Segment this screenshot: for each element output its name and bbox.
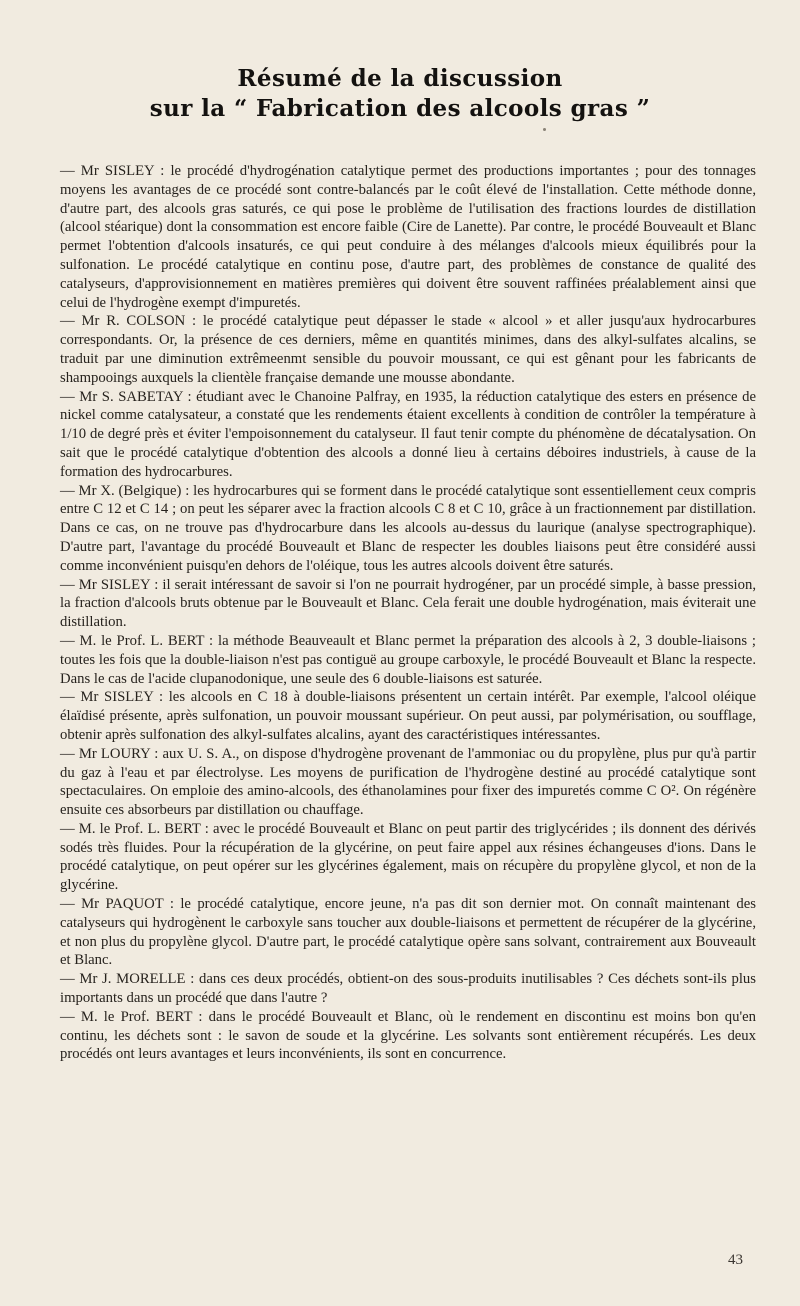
paragraph-morelle: — Mr J. MORELLE : dans ces deux procédés, obtient-on des sous-produits inutilisables ? Ces déchets sont-ils plus importants dans un procédé que dans l'autre ? [60,971,756,1007]
paragraph-sabetay: — Mr S. SABETAY : étudiant avec le Chanoine Palfray, en 1935, la réduction catalytique des esters en présence de nickel comme catalysateur, a constaté que les rendements étaient excellents à condition de contrôler la température à 1/10 de degré près et éviter l'empoisonnement du catalyseur. Il faut tenir compte du phénomène de décatalysation. On sait que le procédé catalytique d'obtention des alcools a donné lieu à certains déboires industriels, à cause de la formation des hydrocarbures. [60,388,756,480]
discussion-body [60,162,756,1064]
paragraph-paquot: — Mr PAQUOT : le procédé catalytique, encore jeune, n'a pas dit son dernier mot. On connaît maintenant des catalyseurs qui hydrogènent le carboxyle sans toucher aux double-liaisons et permettent de récupérer de la glycérine, et non plus du propylène glycol. D'autre part, le procédé catalytique opère sans solvant, contrairement aux Bouveault et Blanc. [60,896,756,969]
title-line-2: sur la “ Fabrication des alcools gras ” [149,95,651,122]
paragraph-sisley-2: — Mr SISLEY : il serait intéressant de savoir si l'on ne pourrait hydrogéner, par un procédé simple, à basse pression, la fraction d'alcools bruts obtenue par le Bouveault et Blanc. Cela ferait une double hydrogénation, mais éviterait une distillation. [60,576,756,631]
paragraph-bert-2: — M. le Prof. L. BERT : avec le procédé Bouveault et Blanc on peut partir des triglycérides ; ils donnent des dérivés sodés très fluides. Pour la récupération de la glycérine, on peut faire appel aux résines échangeuses d'ions. Dans le procédé catalytique, on peut opérer sur les glycérines également, mais on récupère du propylène glycol, et non de la glycérine. [60,820,756,894]
paragraph-loury: — Mr LOURY : aux U. S. A., on dispose d'hydrogène provenant de l'ammoniac ou du propylène, plus pur qu'à partir du gaz à l'eau et par électrolyse. Les moyens de purification de l'hydrogène destiné au procédé catalytique sont spectaculaires. On emploie des amino-alcools, des éthanolamines pour fixer des impuretés comme C O². On régénère ensuite ces absorbeurs par distillation ou chauffage. [60,745,756,819]
paragraph-bert-3: — M. le Prof. BERT : dans le procédé Bouveault et Blanc, où le rendement en discontinu est moins bon qu'en continu, les déchets sont : le savon de soude et la glycérine. Les solvants sont entièrement récupérés. Les deux procédés ont leurs avantages et leurs inconvénients, ils sont en concurrence. [60,1008,756,1063]
title-line-1: Résumé de la discussion [237,65,563,92]
ornament-dot [543,128,546,131]
paragraph-sisley-1: — Mr SISLEY : le procédé d'hydrogénation catalytique permet des productions importantes ; pour des tonnages moyens les avantages de ce procédé sont contre-balancés par le coût élevé de l'installation. Cette méthode donne, d'autre part, des alcools gras saturés, ce qui pose le problème de l'utilisation des fractions lourdes de distillation (alcool stéarique) dont la consommation est encore faible (Cire de Lanette). Par contre, le procédé Bouveault et Blanc permet l'obtention d'alcools insaturés, ce qui peut conduire à des mélanges d'alcools mieux équilibrés pour la sulfonation. Le procédé catalytique en continu pose, d'autre part, des problèmes de constance de qualité des catalyseurs, d'approvisionnement en matières premières qui doivent être souvent raffinées préalablement ainsi que celui de l'hydrogène exempt d'impuretés. [60,163,756,311]
page-title [0,64,800,124]
page-number: 43 [728,1252,743,1268]
paragraph-colson: — Mr R. COLSON : le procédé catalytique peut dépasser le stade « alcool » et aller jusqu'aux hydrocarbures correspondants. Or, la présence de ces derniers, même en quantités minimes, dans des alkyl-sulfates alcalins, se traduit par une diminution extrêmeenmt sensible du pouvoir moussant, ce qui est gênant pour les fabricants de shampooings auxquels la clientèle française demande une mousse abondante. [60,313,756,386]
paragraph-bert-1: — M. le Prof. L. BERT : la méthode Beauveault et Blanc permet la préparation des alcools à 2, 3 double-liaisons ; toutes les fois que la double-liaison n'est pas contiguë au groupe carboxyle, le procédé Bouveault et Blanc la respecte. Dans le cas de l'acide clupanodonique, une seule des 6 double-liaisons est saturée. [60,632,756,687]
paragraph-sisley-3: — Mr SISLEY : les alcools en C 18 à double-liaisons présentent un certain intérêt. Par exemple, l'alcool oléique élaïdisé présente, après sulfonation, un pouvoir moussant supérieur. On peut aussi, par polymérisation, ou soufflage, obtenir après sulfonation des alkyl-sulfates alcalins, ayant des caractéristiques intéressantes. [60,689,756,743]
paragraph-x-belgique: — Mr X. (Belgique) : les hydrocarbures qui se forment dans le procédé catalytique sont essentiellement ceux compris entre C 12 et C 14 ; on peut les séparer avec la fraction alcools C 8 et C 10, grâce à un fractionnement par distillation. Dans ce cas, on ne trouve pas d'hydrocarbure dans les alcools au-dessus du laurique (analyse spectrographique). D'autre part, l'avantage du procédé Bouveault et Blanc de respecter les doubles liaisons peut être considéré aussi comme inconvénient puisqu'en dehors de l'oléique, tous les autres alcools doivent être saturés. [60,482,756,574]
